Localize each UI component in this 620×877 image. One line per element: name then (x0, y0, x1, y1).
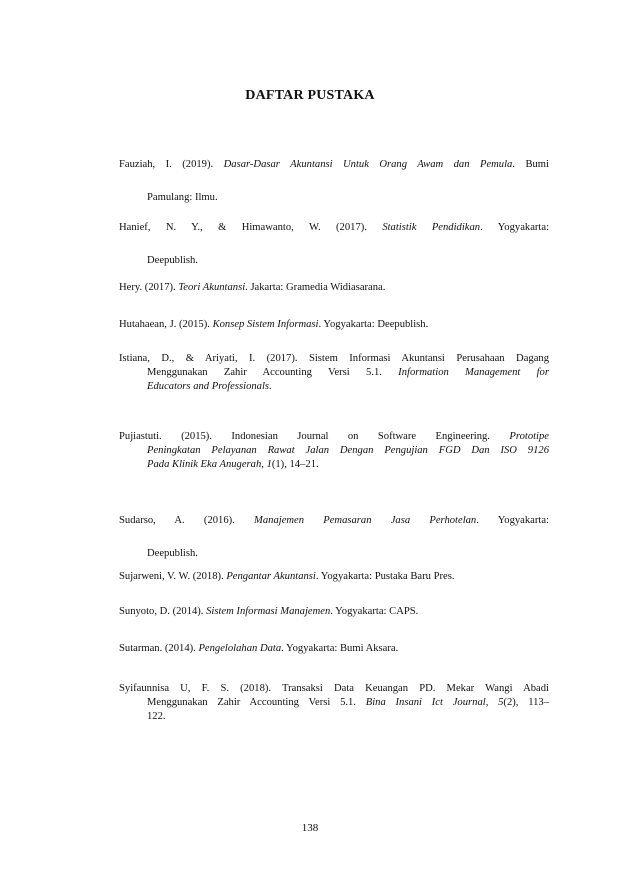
reference-text: Hery. (2017). (119, 282, 179, 293)
reference-text: , (485, 697, 499, 708)
reference-italic-text: Bina Insani Ict Journal (365, 697, 486, 708)
reference-line (119, 605, 549, 619)
reference-line (119, 537, 549, 570)
reference-text: Syifaunnisa U, F. S. (2018). Transaksi Data Keuangan PD. Mekar Wangi Abadi (119, 683, 549, 694)
reference-italic-text: 5 (498, 697, 504, 708)
reference-text: . Yogyakarta: (480, 222, 550, 233)
page-number: 138 (301, 822, 319, 834)
reference-text: . Yogyakarta: Deepublish. (318, 319, 429, 330)
reference-italic-text: Pada Klinik Eka Anugerah (147, 459, 262, 470)
reference-text: Sujarweni, V. W. (2018). (119, 571, 227, 582)
reference-text: Hutahaean, J. (2015). (119, 319, 213, 330)
reference-italic-text: Konsep Sistem Informasi (212, 319, 319, 330)
reference-italic-text: Dasar-Dasar Akuntansi Untuk Orang Awam dan Pemula (223, 159, 513, 170)
reference-text: Fauziah, I. (2019). (119, 159, 224, 170)
reference-entry (119, 211, 549, 277)
reference-italic-text: Information Management for (398, 367, 549, 378)
reference-entry (119, 605, 549, 619)
reference-line (119, 244, 549, 277)
reference-italic-text: Manajemen Pemasaran Jasa Perhotelan (254, 515, 477, 526)
reference-line (119, 430, 549, 444)
reference-entry (119, 281, 549, 295)
reference-line (119, 642, 549, 656)
reference-text: , (261, 459, 267, 470)
reference-text: Deepublish. (147, 548, 198, 559)
reference-entry (119, 642, 549, 656)
reference-text: Pamulang: Ilmu. (147, 192, 218, 203)
reference-line (119, 211, 549, 244)
reference-italic-text: Peningkatan Pelayanan Rawat Jalan Dengan Pengujian FGD Dan ISO 9126 (147, 445, 549, 456)
reference-italic-text: Pengelolahan Data (198, 643, 282, 654)
reference-text: . (269, 381, 272, 392)
reference-line (119, 504, 549, 537)
reference-italic-text: Educators and Professionals (147, 381, 270, 392)
reference-entry (119, 148, 549, 214)
reference-text: (2), 113– (503, 697, 549, 708)
reference-entry (119, 318, 549, 332)
reference-line (119, 570, 549, 584)
reference-line (119, 444, 549, 458)
reference-italic-text: Prototipe (509, 431, 549, 442)
reference-text: Deepublish. (147, 255, 198, 266)
reference-text: Sutarman. (2014). (119, 643, 199, 654)
reference-text: . Jakarta: Gramedia Widiasarana. (245, 282, 386, 293)
reference-line (119, 318, 549, 332)
reference-line (119, 352, 549, 366)
reference-text: Sudarso, A. (2016). (119, 515, 255, 526)
reference-line (119, 366, 549, 380)
reference-entry (119, 352, 549, 394)
reference-text: Menggunakan Zahir Accounting Versi 5.1. (147, 697, 366, 708)
reference-line (119, 181, 549, 214)
reference-text: Menggunakan Zahir Accounting Versi 5.1. (147, 367, 399, 378)
reference-line (119, 380, 549, 394)
reference-entry (119, 504, 549, 570)
reference-entry (119, 570, 549, 584)
reference-italic-text: Pengantar Akuntansi (226, 571, 316, 582)
reference-line (119, 710, 549, 724)
reference-italic-text: Statistik Pendidikan (382, 222, 481, 233)
reference-line (119, 281, 549, 295)
reference-line (119, 458, 549, 472)
reference-text: . Bumi (512, 159, 549, 170)
reference-text: . Yogyakarta: CAPS. (330, 606, 419, 617)
reference-line (119, 148, 549, 181)
reference-entry (119, 430, 549, 472)
reference-entry (119, 682, 549, 724)
reference-italic-text: 1 (266, 459, 272, 470)
reference-text: (1), 14–21. (271, 459, 319, 470)
reference-text: . Yogyakarta: Pustaka Baru Pres. (315, 571, 455, 582)
page-title: DAFTAR PUSTAKA (245, 88, 375, 103)
reference-text: 122. (147, 711, 166, 722)
reference-text: Sunyoto, D. (2014). (119, 606, 207, 617)
reference-text: . Yogyakarta: Bumi Aksara. (281, 643, 399, 654)
reference-line (119, 696, 549, 710)
reference-text: . Yogyakarta: (476, 515, 549, 526)
reference-text: Pujiastuti. (2015). Indonesian Journal on Software Engineering. (119, 431, 510, 442)
reference-text: Hanief, N. Y., & Himawanto, W. (2017). (119, 222, 383, 233)
reference-line (119, 682, 549, 696)
reference-italic-text: Teori Akuntansi (178, 282, 246, 293)
reference-text: Istiana, D., & Ariyati, I. (2017). Sistem Informasi Akuntansi Perusahaan Dagang (119, 353, 549, 364)
reference-italic-text: Sistem Informasi Manajemen (206, 606, 331, 617)
